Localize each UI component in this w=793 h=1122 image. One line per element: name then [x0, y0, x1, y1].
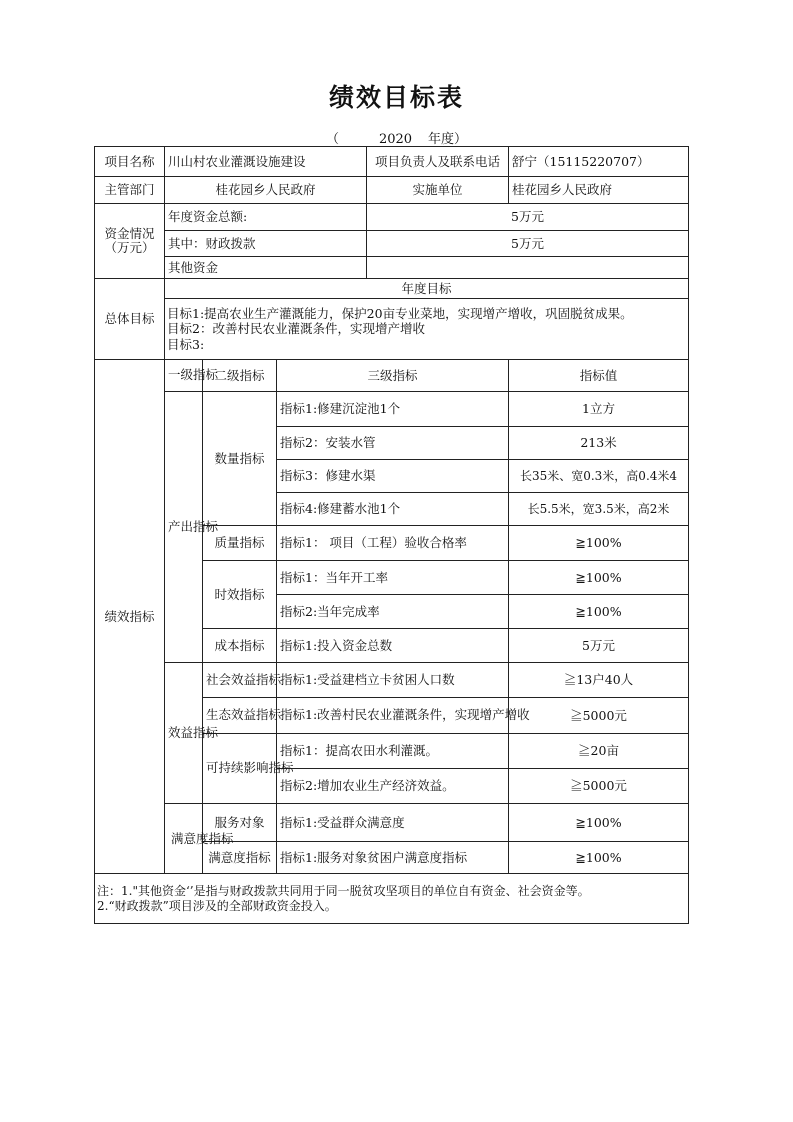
service-item-value: ≧100% — [509, 804, 689, 842]
social-benefit-value: ≧13户40人 — [509, 663, 689, 698]
funds-other-row — [95, 257, 689, 279]
note-line-2: 2.“财政拨款”项目涉及的全部财政资金投入。 — [97, 898, 337, 913]
fiscal-year — [0, 128, 793, 147]
quality-item-name: 指标1： 项目（工程）验收合格率 — [277, 526, 509, 561]
funds-fiscal-label: 其中：财政拨款 — [165, 231, 367, 257]
project-row — [95, 147, 689, 177]
header-level2: 二级指标 — [203, 360, 277, 392]
cost-item-name: 指标1:投入资金总数 — [277, 629, 509, 663]
satisfaction-label: 满意度指标 — [165, 804, 203, 874]
header-level1: 一级指标 — [165, 360, 203, 392]
perf-header-row — [95, 360, 689, 392]
impl-unit-label: 实施单位 — [367, 177, 509, 204]
funds-label-line2: （万元） — [104, 240, 155, 255]
year-open-paren: （ — [325, 132, 339, 147]
header-level3: 三级指标 — [277, 360, 509, 392]
year-unit: 年度） — [428, 132, 468, 147]
dept-label: 主管部门 — [95, 177, 165, 204]
quality-item-value: ≧100% — [509, 526, 689, 561]
table-row — [95, 804, 689, 842]
cost-item-value: 5万元 — [509, 629, 689, 663]
funds-fiscal-value: 5万元 — [367, 231, 689, 257]
project-name-label: 项目名称 — [95, 147, 165, 177]
note-line-1: 注：1."其他资金‘’是指与财政拨款共同用于同一脱贫攻坚项目的单位自有资金、社会资金等。 — [97, 883, 590, 898]
quantity-item-2-value: 213米 — [509, 427, 689, 460]
sustainable-item-2-name: 指标2:增加农业生产经济效益。 — [277, 769, 509, 804]
project-leader-value: 舒宁（15115220707） — [509, 147, 689, 177]
timeliness-item-2-value: ≧100% — [509, 595, 689, 629]
sustainable-item-1-value: ≧20亩 — [509, 734, 689, 769]
impl-unit-value: 桂花园乡人民政府 — [509, 177, 689, 204]
degree-label: 满意度指标 — [203, 842, 277, 874]
funds-total-value: 5万元 — [367, 204, 689, 231]
quantity-item-2-name: 指标2：安装水管 — [277, 427, 509, 460]
overall-goal-label: 总体目标 — [95, 279, 165, 360]
social-benefit-name: 指标1:受益建档立卡贫困人口数 — [277, 663, 509, 698]
quantity-item-4-value: 长5.5米，宽3.5米，高2米 — [509, 493, 689, 526]
annual-goal-header: 年度目标 — [165, 279, 689, 299]
timeliness-item-1-name: 指标1：当年开工率 — [277, 561, 509, 595]
header-value: 指标值 — [509, 360, 689, 392]
degree-item-value: ≧100% — [509, 842, 689, 874]
social-benefit-label: 社会效益指标 — [203, 663, 277, 698]
sustainable-item-2-value: ≧5000元 — [509, 769, 689, 804]
goal-3: 目标3: — [167, 336, 205, 352]
funds-other-value — [367, 257, 689, 279]
quantity-item-1-name: 指标1:修建沉淀池1个 — [277, 392, 509, 427]
funds-other-label: 其他资金 — [165, 257, 367, 279]
sustainable-label: 可持续影响指标 — [203, 734, 277, 804]
funds-total-row — [95, 204, 689, 231]
funds-label — [95, 204, 165, 279]
quantity-item-1-value: 1立方 — [509, 392, 689, 427]
page-title: 绩效目标表 — [328, 83, 464, 112]
sustainable-item-1-name: 指标1：提高农田水利灌溉。 — [277, 734, 509, 769]
timeliness-item-2-name: 指标2:当年完成率 — [277, 595, 509, 629]
dept-row — [95, 177, 689, 204]
ecological-benefit-label: 生态效益指标 — [203, 698, 277, 734]
quantity-item-3-value: 长35米、宽0.3米，高0.4米4 — [509, 460, 689, 493]
service-item-name: 指标1:受益群众满意度 — [277, 804, 509, 842]
dept-value: 桂花园乡人民政府 — [165, 177, 367, 204]
funds-fiscal-row — [95, 231, 689, 257]
annual-goals-cell — [165, 299, 689, 360]
output-label: 产出指标 — [165, 392, 203, 663]
ecological-benefit-name: 指标1:改善村民农业灌溉条件，实现增产增收 — [277, 698, 509, 734]
funds-total-label: 年度资金总额: — [165, 204, 367, 231]
goal-1: 目标1:提高农业生产灌溉能力，保护20亩专业菜地，实现增产增收，巩固脱贫成果。 — [167, 305, 633, 321]
quantity-item-4-name: 指标4:修建蓄水池1个 — [277, 493, 509, 526]
quality-label: 质量指标 — [203, 526, 277, 561]
project-leader-label: 项目负责人及联系电话 — [367, 147, 509, 177]
quantity-label: 数量指标 — [203, 392, 277, 526]
overall-goals-row — [95, 299, 689, 360]
perf-label: 绩效指标 — [95, 360, 165, 874]
quantity-item-3-name: 指标3：修建水渠 — [277, 460, 509, 493]
project-name-value: 川山村农业灌溉设施建设 — [165, 147, 367, 177]
cost-label: 成本指标 — [203, 629, 277, 663]
performance-target-table — [94, 146, 689, 924]
service-label: 服务对象 — [203, 804, 277, 842]
goal-2: 目标2：改善村民农业灌溉条件，实现增产增收 — [167, 321, 425, 337]
notes-row — [95, 874, 689, 924]
ecological-benefit-value: ≧5000元 — [509, 698, 689, 734]
table-row — [95, 663, 689, 698]
timeliness-label: 时效指标 — [203, 561, 277, 629]
year-value: 2020 — [378, 132, 413, 147]
degree-item-name: 指标1:服务对象贫困户满意度指标 — [277, 842, 509, 874]
timeliness-item-1-value: ≧100% — [509, 561, 689, 595]
notes-cell — [95, 874, 689, 924]
funds-label-line1: 资金情况 — [104, 225, 155, 241]
table-row — [95, 392, 689, 427]
benefit-label: 效益指标 — [165, 663, 203, 804]
overall-header-row — [95, 279, 689, 299]
